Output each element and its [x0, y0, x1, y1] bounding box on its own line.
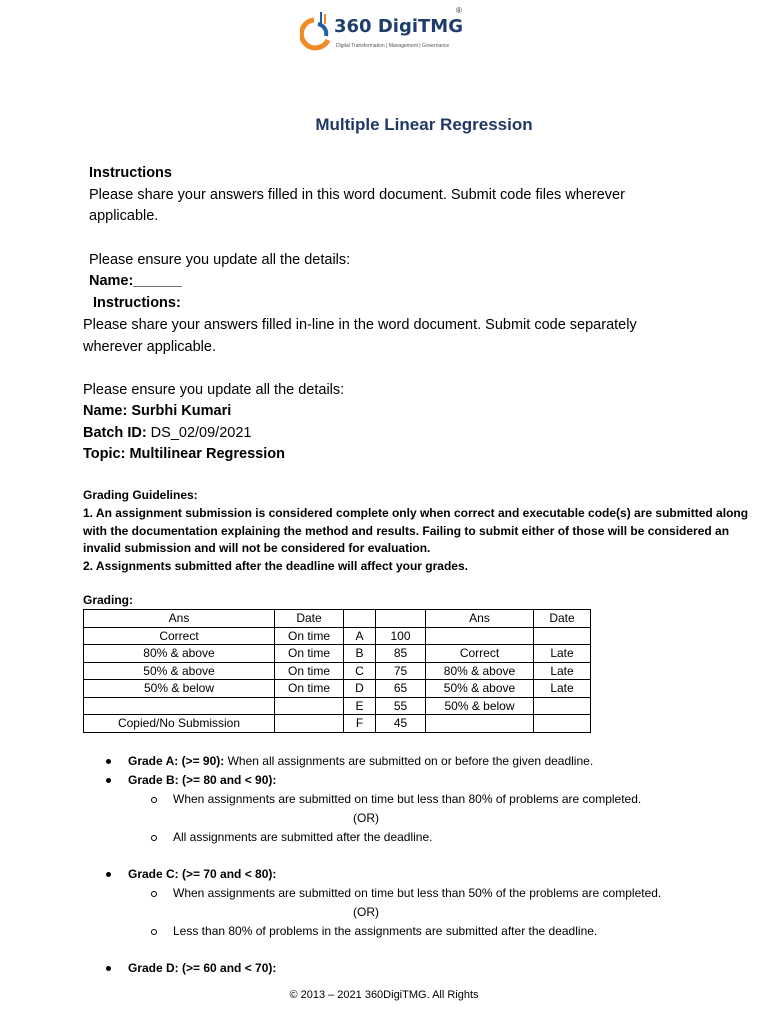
table-cell [84, 697, 275, 715]
grading-table [83, 609, 591, 733]
table-cell: 50% & below [426, 697, 534, 715]
grade-a-label: Grade A: (>= 90): [128, 754, 225, 768]
instructions-line-2: applicable. [89, 208, 159, 224]
bullet-icon [106, 759, 111, 764]
table-cell: 80% & above [426, 662, 534, 680]
grade-b-condition-1: When assignments are submitted on time but less than 80% of problems are completed. [173, 792, 642, 806]
bullet-icon [106, 872, 111, 877]
table-cell: A [344, 627, 376, 645]
table-cell [275, 697, 344, 715]
table-cell: Late [534, 680, 591, 698]
sub-bullet-icon [151, 929, 157, 935]
table-cell: F [344, 715, 376, 733]
table-cell: Copied/No Submission [84, 715, 275, 733]
table-cell: 50% & above [426, 680, 534, 698]
logo-icon [300, 10, 334, 60]
table-row [84, 662, 591, 680]
grading-guidelines-heading: Grading Guidelines: [83, 488, 198, 502]
table-row [84, 627, 591, 645]
or-separator-1: (OR) [353, 811, 379, 825]
or-separator-2: (OR) [353, 905, 379, 919]
table-cell: 100 [376, 627, 426, 645]
grade-d-label: Grade D: (>= 60 and < 70): [128, 961, 277, 975]
grade-b-condition-2: All assignments are submitted after the deadline. [173, 830, 433, 844]
table-cell: On time [275, 645, 344, 663]
table-cell: Late [534, 645, 591, 663]
grade-c-condition-2: Less than 80% of problems in the assignments are submitted after the deadline. [173, 924, 598, 938]
grading-label: Grading: [83, 593, 133, 607]
ensure-details-text-2: Please ensure you update all the details: [83, 382, 345, 398]
table-cell: Correct [84, 627, 275, 645]
guideline-line-3: invalid submission and will not be considered for evaluation. [83, 541, 431, 555]
company-logo [300, 6, 470, 60]
table-cell: On time [275, 627, 344, 645]
table-cell: Date [534, 610, 591, 628]
sub-bullet-icon [151, 835, 157, 841]
sub-bullet-icon [151, 891, 157, 897]
instructions-heading-2: Instructions: [93, 295, 181, 311]
batch-id [83, 425, 251, 441]
footer-copyright: © 2013 – 2021 360DigiTMG. All Rights [289, 989, 479, 1001]
table-cell [534, 697, 591, 715]
grade-a [128, 754, 593, 768]
table-row [84, 697, 591, 715]
instructions-line-1: Please share your answers filled in this word document. Submit code files wherever [89, 187, 625, 203]
table-cell [275, 715, 344, 733]
table-cell: Ans [84, 610, 275, 628]
table-cell: 55 [376, 697, 426, 715]
table-row [84, 715, 591, 733]
table-cell: B [344, 645, 376, 663]
table-cell: D [344, 680, 376, 698]
table-row [84, 680, 591, 698]
table-cell: 85 [376, 645, 426, 663]
table-cell: Correct [426, 645, 534, 663]
table-cell: Late [534, 662, 591, 680]
guideline-line-1: 1. An assignment submission is considered complete only when correct and executable code(s) are submitted along [83, 506, 749, 520]
sub-bullet-icon [151, 797, 157, 803]
table-header-row [84, 610, 591, 628]
bullet-icon [106, 778, 111, 783]
table-cell: Date [275, 610, 344, 628]
table-cell: On time [275, 680, 344, 698]
instructions-2-line-1: Please share your answers filled in-line in the word document. Submit code separately [83, 317, 637, 333]
table-cell [534, 715, 591, 733]
table-cell [426, 715, 534, 733]
table-cell: C [344, 662, 376, 680]
guideline-line-2: with the documentation explaining the method and results. Failing to submit either of those will be considered an [83, 524, 730, 538]
batch-id-value: DS_02/09/2021 [146, 425, 252, 441]
table-cell: E [344, 697, 376, 715]
logo-registered-mark: ® [456, 6, 462, 15]
table-cell [344, 610, 376, 628]
table-cell: 50% & above [84, 662, 275, 680]
grade-b-label: Grade B: (>= 80 and < 90): [128, 773, 277, 787]
grade-c-label: Grade C: (>= 70 and < 80): [128, 867, 277, 881]
table-cell: Ans [426, 610, 534, 628]
student-name: Name: Surbhi Kumari [83, 403, 232, 419]
page-title: Multiple Linear Regression [315, 115, 533, 134]
logo-tagline: Digital Transformation | Management | Governance [336, 43, 450, 49]
ensure-details-text: Please ensure you update all the details: [89, 252, 351, 268]
table-cell [534, 627, 591, 645]
grade-c-condition-1: When assignments are submitted on time but less than 50% of the problems are completed. [173, 886, 662, 900]
logo-name: 360 DigiTMG [334, 16, 463, 37]
batch-id-label: Batch ID: [83, 425, 147, 441]
bullet-icon [106, 966, 111, 971]
table-cell: 75 [376, 662, 426, 680]
table-cell: 50% & below [84, 680, 275, 698]
table-cell: 65 [376, 680, 426, 698]
table-cell: 80% & above [84, 645, 275, 663]
table-cell: 45 [376, 715, 426, 733]
table-cell [426, 627, 534, 645]
grade-a-text: When all assignments are submitted on or before the given deadline. [224, 754, 594, 768]
table-cell: On time [275, 662, 344, 680]
table-row [84, 645, 591, 663]
instructions-heading: Instructions [89, 165, 172, 181]
table-cell [376, 610, 426, 628]
name-field: Name:______ [89, 273, 182, 289]
guideline-line-4: 2. Assignments submitted after the deadline will affect your grades. [83, 559, 468, 573]
instructions-2-line-2: wherever applicable. [83, 339, 216, 355]
topic: Topic: Multilinear Regression [83, 446, 285, 462]
